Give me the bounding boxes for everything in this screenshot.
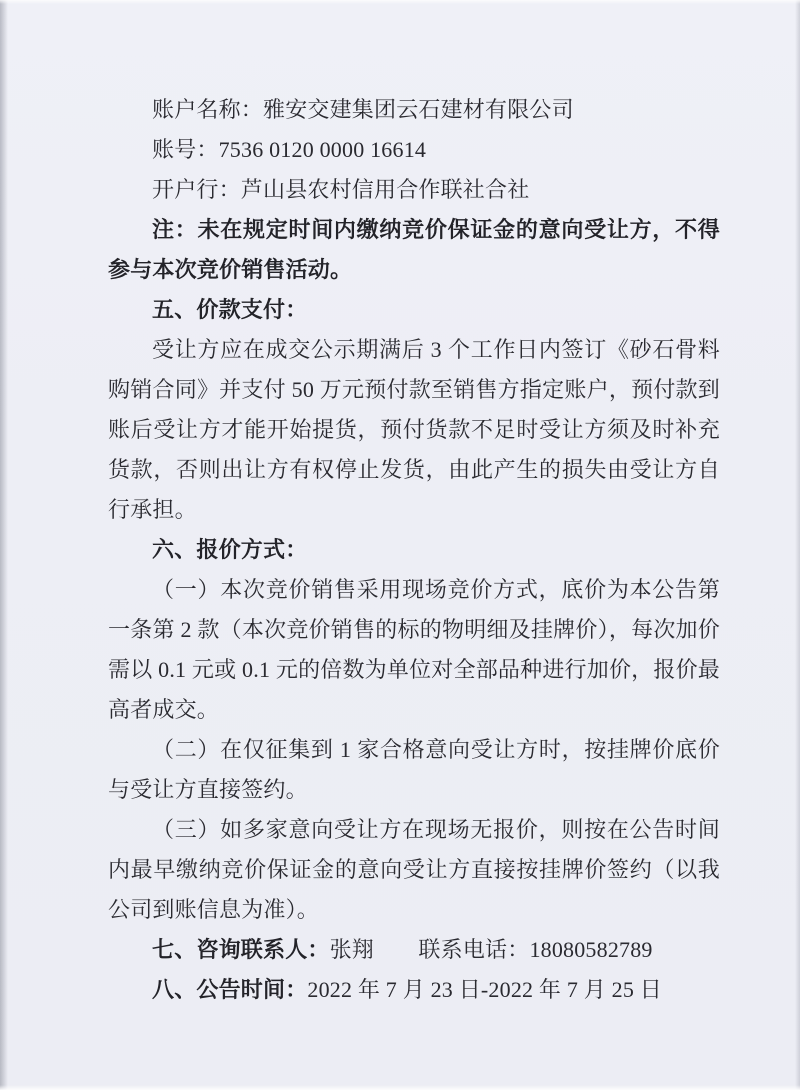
scan-edge-right-shadow bbox=[795, 0, 800, 1090]
section-6-item-3 bbox=[108, 810, 720, 930]
text-segment: 八、公告时间： bbox=[152, 977, 308, 1002]
bank-line bbox=[108, 170, 720, 210]
section-7-contact-line bbox=[108, 930, 720, 970]
text-segment: 注：未在规定时间内缴纳竞价保证金的意向受让方，不得参与本次竞价销售活动。 bbox=[108, 217, 720, 282]
text-segment: 受让方应在成交公示期满后 3 个工作日内签订《砂石骨料购销合同》并支付 50 万元预付款至销售方指定账户，预付款到账后受让方才能开始提货，预付货款不足时受让方须及时补充货款，否则出让方有权停止发货，由此产生的损失由受让方自行承担。 bbox=[108, 337, 720, 522]
account-name-line bbox=[108, 90, 720, 130]
text-segment: 张翔 bbox=[329, 937, 375, 962]
scan-edge-top-highlight bbox=[0, 0, 800, 4]
account-number-line bbox=[108, 130, 720, 170]
text-segment bbox=[374, 937, 418, 962]
text-segment: 2022 年 7 月 23 日-2022 年 7 月 25 日 bbox=[307, 977, 662, 1002]
text-segment: 七、咨询联系人： bbox=[152, 937, 330, 962]
text-segment: 开户行：芦山县农村信用合作联社合社 bbox=[152, 177, 530, 202]
deposit-note bbox=[108, 210, 720, 290]
section-5-body bbox=[108, 330, 720, 530]
section-5-heading bbox=[108, 290, 720, 330]
text-segment: 六、报价方式： bbox=[152, 537, 308, 562]
text-segment: （一）本次竞价销售采用现场竞价方式，底价为本公告第一条第 2 款（本次竞价销售的标的物明细及挂牌价），每次加价需以 0.1 元或 0.1 元的倍数为单位对全部品种进行加价，报价最高者成交。 bbox=[108, 577, 720, 722]
section-6-heading bbox=[108, 530, 720, 570]
scan-edge-bottom-highlight bbox=[0, 1085, 800, 1090]
scan-edge-left-shadow bbox=[0, 0, 8, 1090]
text-segment: 账户名称：雅安交建集团云石建材有限公司 bbox=[152, 97, 574, 122]
text-segment: 联系电话： bbox=[418, 937, 530, 962]
section-6-item-1 bbox=[108, 570, 720, 730]
section-8-period-line bbox=[108, 970, 720, 1010]
text-segment: 18080582789 bbox=[529, 937, 653, 962]
section-6-item-2 bbox=[108, 730, 720, 810]
text-segment: （三）如多家意向受让方在现场无报价，则按在公告时间内最早缴纳竞价保证金的意向受让方直接按挂牌价签约（以我公司到账信息为准）。 bbox=[108, 817, 720, 922]
text-segment: 账号：7536 0120 0000 16614 bbox=[152, 137, 427, 162]
document-content bbox=[108, 90, 720, 1010]
text-segment: 五、价款支付： bbox=[152, 297, 308, 322]
text-segment: （二）在仅征集到 1 家合格意向受让方时，按挂牌价底价与受让方直接签约。 bbox=[108, 737, 720, 802]
